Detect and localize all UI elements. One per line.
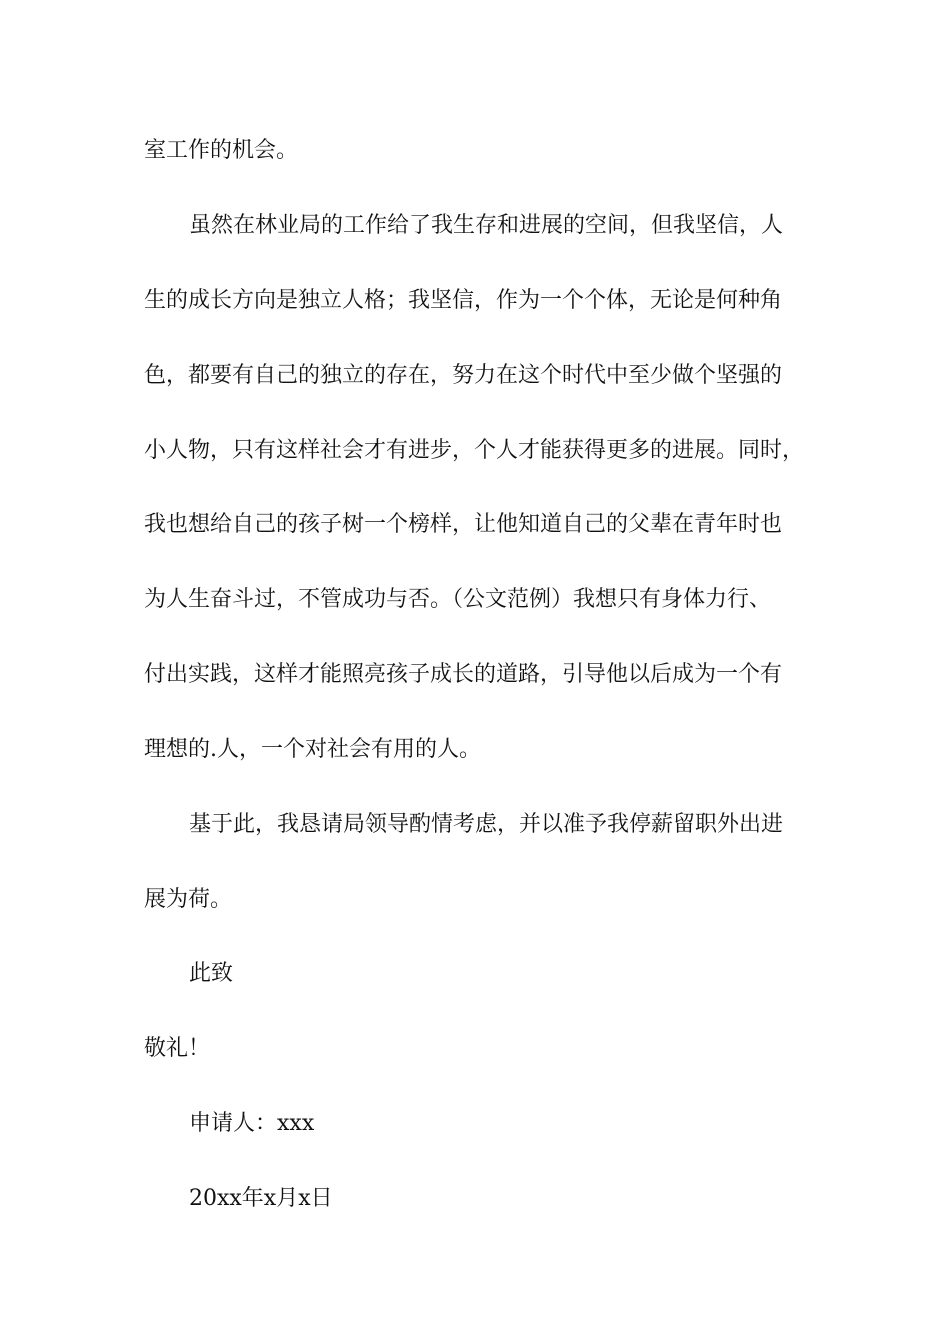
paragraph-line: 展为荷。 xyxy=(144,887,233,912)
closing-salutation: 此致 xyxy=(189,961,234,986)
paragraph-line: 基于此，我恳请局领导酌情考虑，并以准予我停薪留职外出进 xyxy=(189,812,784,837)
paragraph-line: 色，都要有自己的独立的存在，努力在这个时代中至少做个坚强的 xyxy=(144,363,783,388)
closing-regards: 敬礼！ xyxy=(144,1036,211,1061)
paragraph-line: 虽然在林业局的工作给了我生存和进展的空间，但我坚信，人 xyxy=(189,213,784,238)
paragraph-line: 生的成长方向是独立人格；我坚信，作为一个个体，无论是何种角 xyxy=(144,288,783,313)
document-date: 20xx年x月x日 xyxy=(189,1186,333,1211)
paragraph-line-continuation: 室工作的机会。 xyxy=(144,138,299,163)
paragraph-line: 小人物，只有这样社会才有进步，个人才能获得更多的进展。同时， xyxy=(144,438,805,463)
paragraph-line: 付出实践，这样才能照亮孩子成长的道路，引导他以后成为一个有 xyxy=(144,662,783,687)
applicant-signature: 申请人：xxx xyxy=(189,1111,315,1136)
paragraph-line: 我也想给自己的孩子树一个榜样，让他知道自己的父辈在青年时也 xyxy=(144,512,783,537)
paragraph-line: 理想的.人，一个对社会有用的人。 xyxy=(144,737,481,762)
paragraph-line: 为人生奋斗过，不管成功与否。（公文范例）我想只有身体力行、 xyxy=(144,587,772,612)
